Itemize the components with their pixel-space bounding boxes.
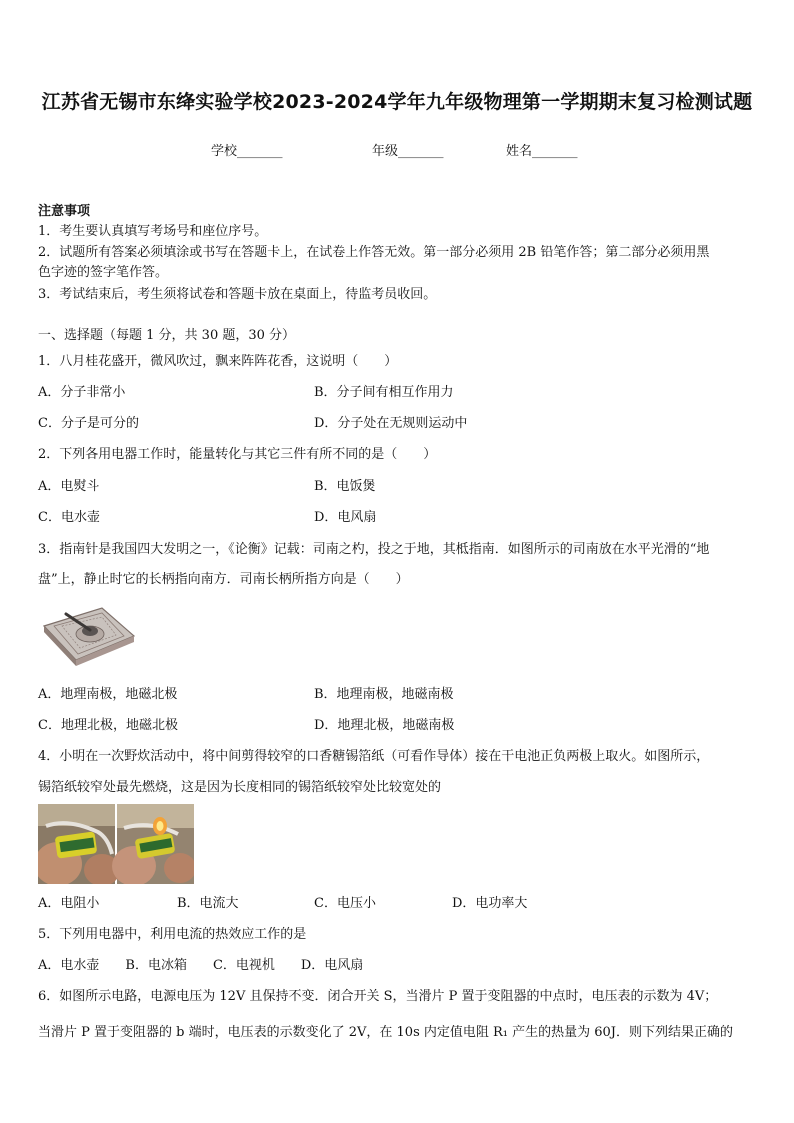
q2-option-c: C．电水壶 [38,510,100,525]
q3-option-c: C．地理北极，地磁北极 [38,718,178,733]
q2-option-d: D．电风扇 [314,510,377,525]
grade-field: 年级_______ [372,144,444,159]
name-field: 姓名_______ [506,144,578,159]
q4-stem-line1: 4．小明在一次野炊活动中，将中间剪得较窄的口香糖锡箔纸（可看作导体）接在干电池正负两极上取火。如图所示， [38,749,710,764]
compass-sinan-figure [40,604,136,668]
q4-stem-line2: 锡箔纸较窄处最先燃烧，这是因为长度相同的锡箔纸较窄处比较宽处的 [38,780,442,795]
tin-foil-battery-photo [38,804,194,884]
school-field: 学校_______ [211,144,283,159]
q6-stem-line2: 当滑片 P 置于变阻器的 b 端时，电压表的示数变化了 2V，在 10s 内定值电阻 R₁ 产生的热量为 60J．则下列结果正确的 [38,1025,734,1040]
q3-stem-line2: 盘”上，静止时它的长柄指向南方．司南长柄所指方向是（ ） [38,572,409,587]
q2-option-b: B．电饭煲 [314,479,376,494]
q5-stem: 5．下列用电器中，利用电流的热效应工作的是 [38,927,307,942]
q4-option-c: C．电压小 [314,896,376,911]
q4-option-a: A．电阻小 [38,896,100,911]
q3-stem-line1: 3．指南针是我国四大发明之一，《论衡》记载：司南之杓，投之于地，其柢指南．如图所示的司南放在水平光滑的“地 [38,542,710,557]
notice-item-1: 1．考生要认真填写考场号和座位序号。 [38,224,268,239]
q5-options: A．电水壶 B．电冰箱 C．电视机 D．电风扇 [38,958,364,973]
q3-option-d: D．地理北极，地磁南极 [314,718,455,733]
q1-option-d: D．分子处在无规则运动中 [314,416,468,431]
notice-item-2: 2．试题所有答案必须填涂或书写在答题卡上，在试卷上作答无效。第一部分必须用 2B 铅笔作答；第二部分必须用黑 [38,245,710,260]
q1-option-b: B．分子间有相互作用力 [314,385,454,400]
q3-option-a: A．地理南极，地磁北极 [38,687,178,702]
q2-option-a: A．电熨斗 [38,479,100,494]
q6-stem-line1: 6．如图所示电路，电源电压为 12V 且保持不变．闭合开关 S，当滑片 P 置于变阻器的中点时，电压表的示数为 4V； [38,989,718,1004]
notice-heading: 注意事项 [38,204,91,219]
notice-item-2-cont: 色字迹的签字笔作答。 [38,265,169,280]
page-title: 江苏省无锡市东绛实验学校2023-2024学年九年级物理第一学期期末复习检测试题 [41,91,753,113]
q1-option-c: C．分子是可分的 [38,416,139,431]
q1-stem: 1．八月桂花盛开，微风吹过，飘来阵阵花香，这说明（ ） [38,354,398,369]
section-heading: 一、选择题（每题 1 分，共 30 题，30 分） [38,328,296,343]
q4-option-d: D．电功率大 [452,896,528,911]
q1-option-a: A．分子非常小 [38,385,126,400]
notice-item-3: 3．考试结束后，考生须将试卷和答题卡放在桌面上，待监考员收回。 [38,287,437,302]
q2-stem: 2．下列各用电器工作时，能量转化与其它三件有所不同的是（ ） [38,447,437,462]
q4-option-b: B．电流大 [177,896,239,911]
q3-option-b: B．地理南极，地磁南极 [314,687,454,702]
